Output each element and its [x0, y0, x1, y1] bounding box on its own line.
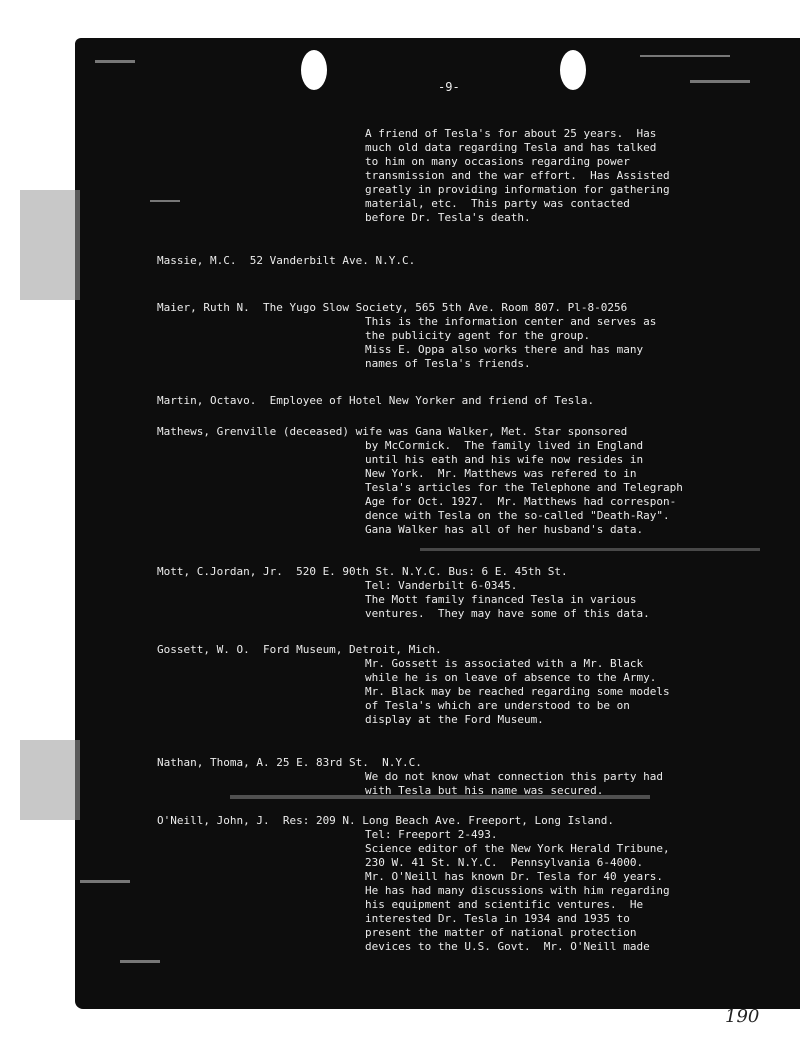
intro-line: before Dr. Tesla's death. [365, 211, 531, 224]
page-number: -9- [438, 80, 460, 94]
entry-line: ventures. They may have some of this data. [365, 607, 650, 620]
entry-line: Mr. Gossett is associated with a Mr. Black [365, 657, 644, 670]
entry-heading-mott: Mott, C.Jordan, Jr. 520 E. 90th St. N.Y.C. Bus: 6 E. 45th St. [157, 565, 568, 578]
entry-line: display at the Ford Museum. [365, 713, 544, 726]
intro-line: much old data regarding Tesla and has talked [365, 141, 657, 154]
entry-line: interested Dr. Tesla in 1934 and 1935 to [365, 912, 630, 925]
entry-line: Tel: Vanderbilt 6-0345. [365, 579, 518, 592]
entry-line: New York. Mr. Matthews was refered to in [365, 467, 637, 480]
entry-line: We do not know what connection this party had [365, 770, 664, 783]
intro-line: to him on many occasions regarding power [365, 155, 630, 168]
entry-line: while he is on leave of absence to the Army. [365, 671, 657, 684]
entry-line: Tel: Freeport 2-493. [365, 828, 498, 841]
entry-line: Age for Oct. 1927. Mr. Matthews had correspon- [365, 495, 677, 508]
entry-line: present the matter of national protection [365, 926, 637, 939]
entry-line: until his eath and his wife now resides in [365, 453, 644, 466]
entry-line: Tesla's articles for the Telephone and Telegraph [365, 481, 683, 494]
entry-line: This is the information center and serves as [365, 315, 657, 328]
entry-line: Miss E. Oppa also works there and has many [365, 343, 644, 356]
entry-heading-massie: Massie, M.C. 52 Vanderbilt Ave. N.Y.C. [157, 254, 416, 267]
entry-line: Science editor of the New York Herald Tribune, [365, 842, 670, 855]
entry-heading-martin: Martin, Octavo. Employee of Hotel New Yorker and friend of Tesla. [157, 394, 595, 407]
entry-line: Mr. Black may be reached regarding some models [365, 685, 670, 698]
entry-line: Mr. O'Neill has known Dr. Tesla for 40 years. [365, 870, 664, 883]
entry-line: dence with Tesla on the so-called "Death-Ray". [365, 509, 670, 522]
entry-line: The Mott family financed Tesla in various [365, 593, 637, 606]
entry-line: his equipment and scientific ventures. He [365, 898, 644, 911]
intro-line: A friend of Tesla's for about 25 years. Has [365, 127, 657, 140]
entry-line: the publicity agent for the group. [365, 329, 591, 342]
intro-line: greatly in providing information for gathering [365, 183, 670, 196]
entry-line: 230 W. 41 St. N.Y.C. Pennsylvania 6-4000. [365, 856, 644, 869]
entry-heading-oneill: O'Neill, John, J. Res: 209 N. Long Beach Ave. Freeport, Long Island. [157, 814, 614, 827]
entry-line: He has had many discussions with him regarding [365, 884, 670, 897]
intro-line: material, etc. This party was contacted [365, 197, 630, 210]
entry-heading-mathews: Mathews, Grenville (deceased) wife was Gana Walker, Met. Star sponsored [157, 425, 628, 438]
entry-line: names of Tesla's friends. [365, 357, 531, 370]
entry-line: by McCormick. The family lived in England [365, 439, 644, 452]
entry-line: with Tesla but his name was secured. [365, 784, 604, 797]
entry-heading-gossett: Gossett, W. O. Ford Museum, Detroit, Mich. [157, 643, 442, 656]
entry-line: devices to the U.S. Govt. Mr. O'Neill made [365, 940, 650, 953]
handwritten-page-number: 190 [725, 1006, 760, 1027]
entry-line: of Tesla's which are understood to be on [365, 699, 630, 712]
entry-heading-nathan: Nathan, Thoma, A. 25 E. 83rd St. N.Y.C. [157, 756, 422, 769]
intro-line: transmission and the war effort. Has Assisted [365, 169, 670, 182]
entry-line: Gana Walker has all of her husband's data. [365, 523, 644, 536]
entry-heading-maier: Maier, Ruth N. The Yugo Slow Society, 565 5th Ave. Room 807. Pl-8-0256 [157, 301, 628, 314]
